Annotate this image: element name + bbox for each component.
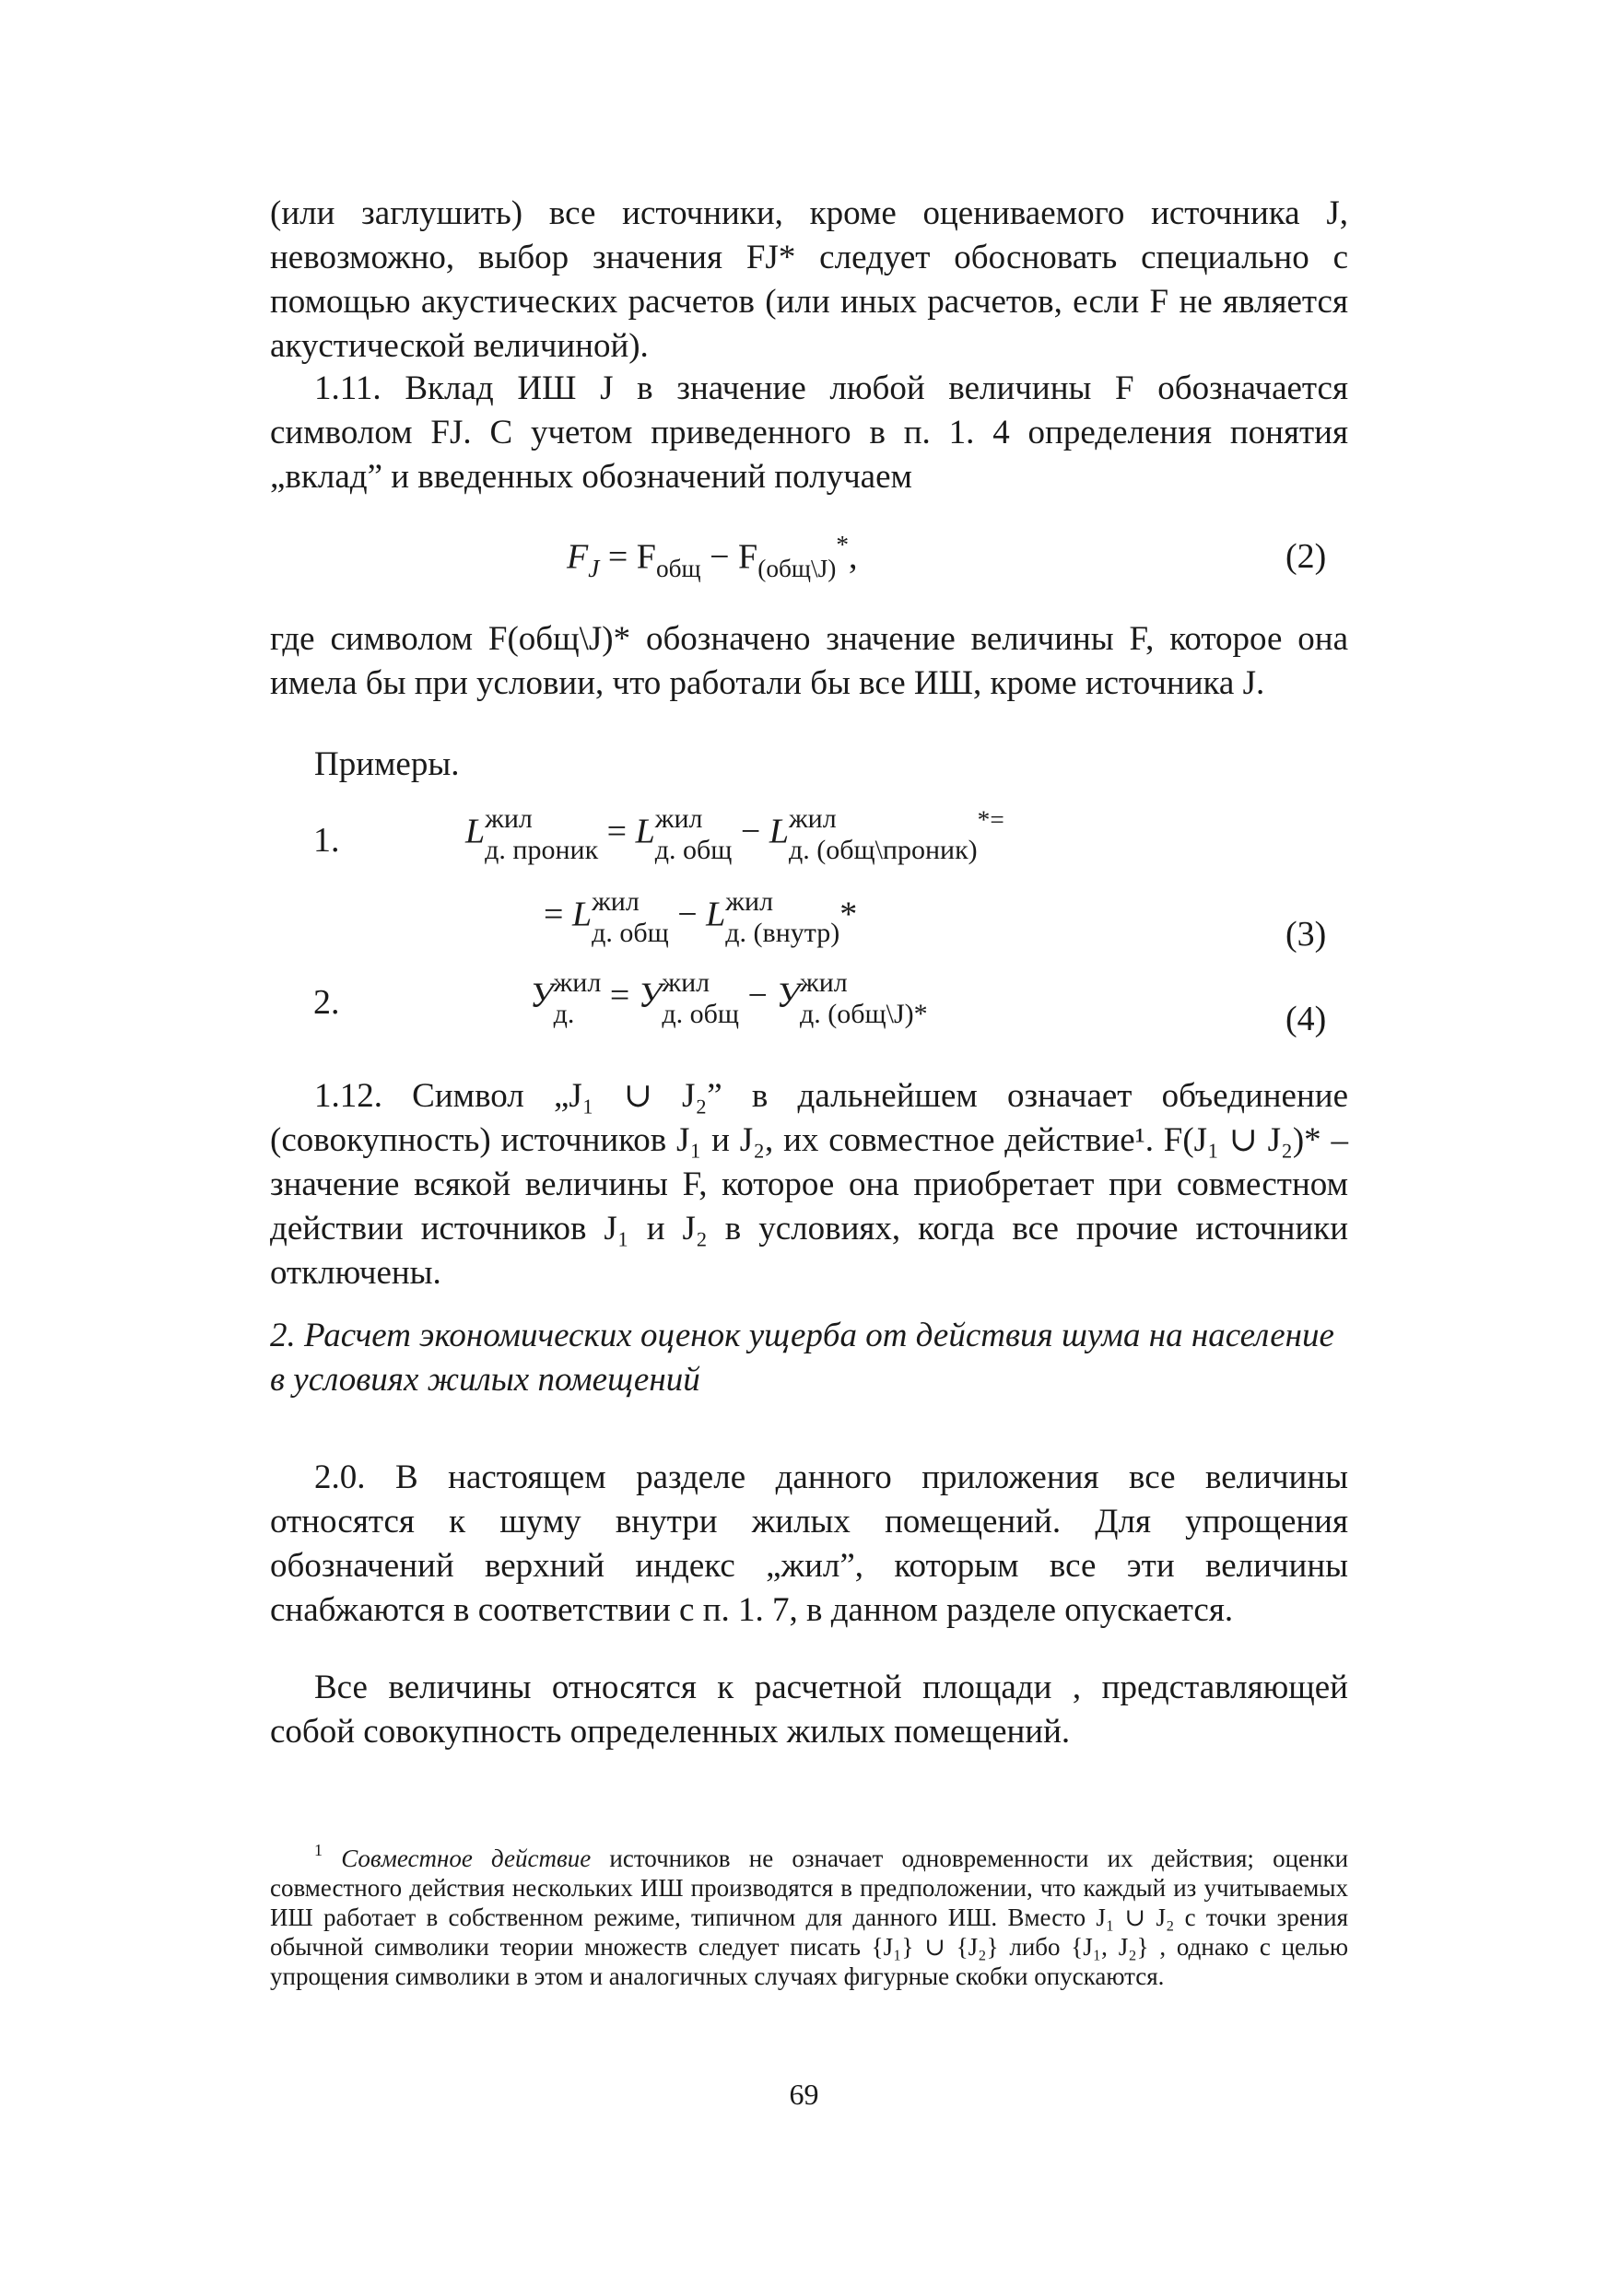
equation-number-3: (3) xyxy=(1285,915,1327,954)
footnote-mark: 1 xyxy=(314,1841,323,1859)
where-paragraph xyxy=(270,617,1348,706)
paragraph-1-12 xyxy=(270,1074,1348,1295)
footnote xyxy=(270,1835,1348,1991)
intro-text: (или заглушить) все источники, кроме оцениваемого источника J, невозможно, выбор значения FJ* следует обосновать специально с помощью акустических расчетов (или иных расчетов, если F не является акустической величиной). xyxy=(270,194,1348,365)
paragraph-1-12-text: 1.12. Символ „J₁ ∪ J₂” в дальнейшем означает объединение (совокупность) источников J₁ и J₂, их совместное действие¹. F(J₁ ∪ J₂)* – значение всякой величины F, которое она приобретает при совместном действии источников J₁ и J₂ в условиях, когда все прочие источники отключены. xyxy=(270,1077,1348,1292)
formula-3-line-2: = L жил д. общ − L жил д. (внутр) * xyxy=(544,886,858,948)
paragraph-1-11 xyxy=(270,367,1348,499)
paragraph-2-0-text: 2.0. В настоящем разделе данного приложения все величины относятся к шуму внутри жилых помещений. Для упрощения обозначений верхний индекс „жил”, которым все эти величины снабжаются в соответствии с п. 1. 7, в данном разделе опускается. xyxy=(270,1458,1348,1629)
where-text: где символом F(общ\J)* обозначено значение величины F, которое она имела бы при условии, что работали бы все ИШ, кроме источника J. xyxy=(270,620,1348,702)
paragraph-all-quantities-text: Все величины относятся к расчетной площади , представляющей собой совокупность определенных жилых помещений. xyxy=(270,1669,1348,1751)
example-2-number: 2. xyxy=(313,983,340,1022)
example-1-number: 1. xyxy=(313,821,340,860)
paragraph-all-quantities xyxy=(270,1666,1348,1754)
formula-4: У жил д. = У жил д. общ − У жил д. (общ\J)* xyxy=(530,967,928,1029)
section-2-heading: 2. Расчет экономических оценок ущерба от действия шума на население в условиях жилых помещений xyxy=(270,1317,1334,1399)
page-number: 69 xyxy=(789,2078,819,2111)
equation-number-2: (2) xyxy=(1285,537,1327,576)
equation-number-4: (4) xyxy=(1285,1000,1327,1038)
footnote-text: источников не означает одновременности их действия; оценки совместного действия нескольких ИШ производятся в предположении, что каждый из учитываемых ИШ работает в собственном режиме, типичном для данного ИШ. Вместо J₁ ∪ J₂ с точки зрения обычной символики теории множеств следует писать {J₁} ∪ {J₂} либо {J₁, J₂} , однако с целью упрощения символики в этом и аналогичных случаях фигурные скобки опускаются. xyxy=(270,1845,1349,1990)
paragraph-2-0 xyxy=(270,1456,1348,1633)
paragraph-1-11-text: Вклад ИШ J в значение любой величины F обозначается символом FJ. С учетом приведенного в п. 1. 4 определения понятия „вклад” и введенных обозначений получаем xyxy=(270,369,1348,496)
formula-2: $F_J = F_{общ} - F_{(общ\backslash J)}^*$, xyxy=(567,531,858,582)
paragraph-number: 1.11. xyxy=(314,369,381,407)
examples-label: Примеры. xyxy=(314,745,460,783)
formula-3-line-1: L жил д. проник = L жил д. общ − L жил д. (общ\проник) *= xyxy=(465,803,1004,865)
intro-paragraph xyxy=(270,192,1348,369)
footnote-term: Совместное действие xyxy=(341,1845,592,1872)
